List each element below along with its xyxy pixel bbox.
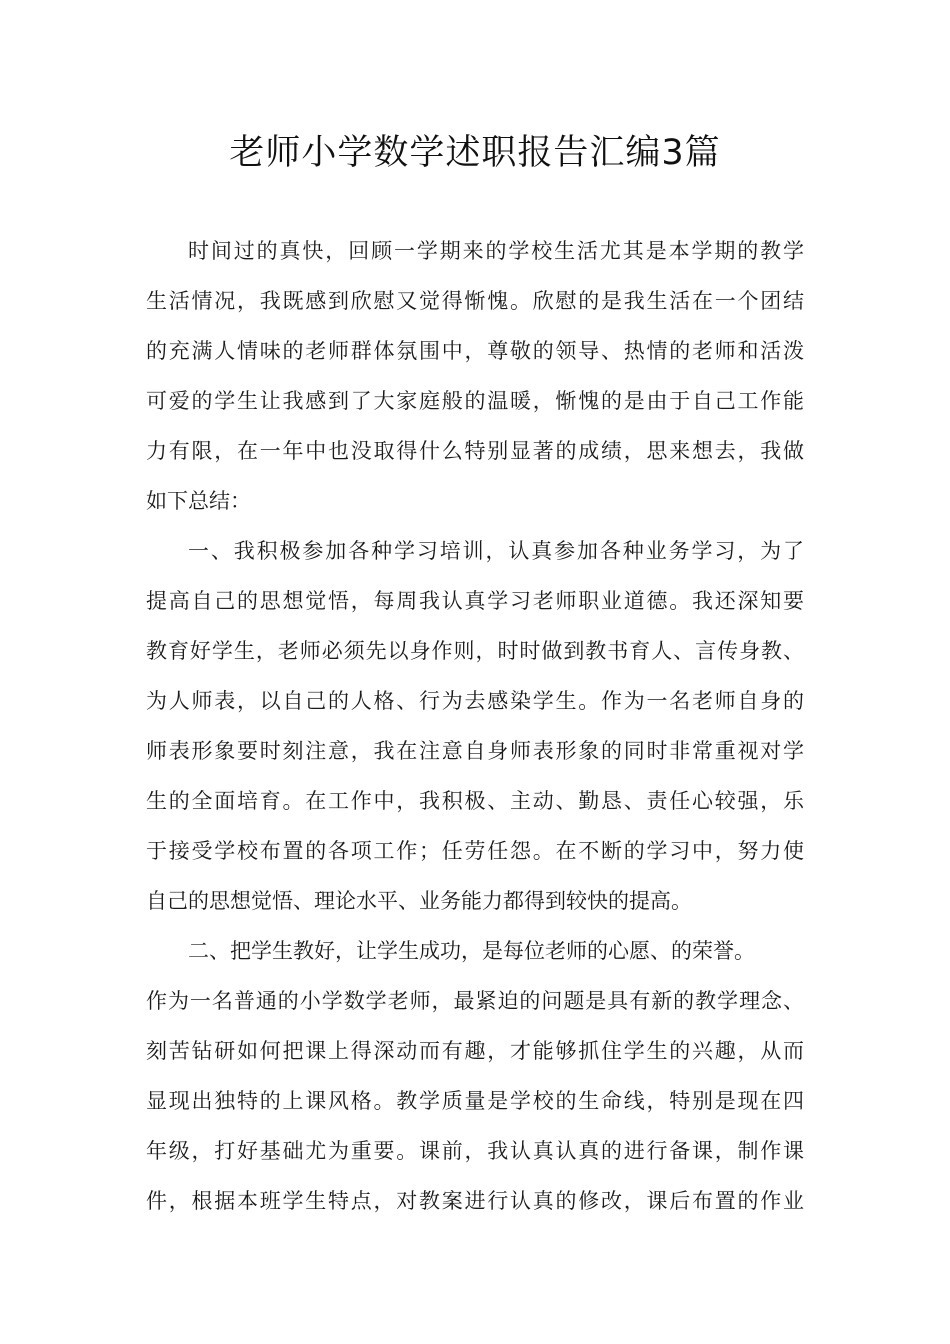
paragraph-line: 生活情况，我既感到欣慰又觉得惭愧。欣慰的是我生活在一个团结 <box>146 289 804 313</box>
paragraph-line: 年级，打好基础尤为重要。课前，我认真认真的进行备课，制作课 <box>146 1139 804 1163</box>
paragraph-line: 师表形象要时刻注意，我在注意自身师表形象的同时非常重视对学 <box>146 739 804 763</box>
paragraph-line: 刻苦钻研如何把课上得深动而有趣，才能够抓住学生的兴趣，从而 <box>146 1039 804 1063</box>
document-title: 老师小学数学述职报告汇编3篇 <box>229 133 721 173</box>
paragraph-line: 可爱的学生让我感到了大家庭般的温暖，惭愧的是由于自己工作能 <box>146 389 804 413</box>
paragraph-line: 教育好学生，老师必须先以身作则，时时做到教书育人、言传身教、 <box>146 639 804 663</box>
paragraph-line: 件，根据本班学生特点，对教案进行认真的修改，课后布置的作业 <box>146 1189 804 1213</box>
paragraph-line: 生的全面培育。在工作中，我积极、主动、勤恳、责任心较强，乐 <box>146 789 804 813</box>
paragraph-line: 作为一名普通的小学数学老师，最紧迫的问题是具有新的教学理念、 <box>146 989 804 1013</box>
paragraph-line: 自己的思想觉悟、理论水平、业务能力都得到较快的提高。 <box>146 889 692 913</box>
paragraph-line: 一、我积极参加各种学习培训，认真参加各种业务学习，为了 <box>188 539 804 563</box>
paragraph-line: 二、把学生教好，让学生成功，是每位老师的心愿、的荣誉。 <box>188 939 755 963</box>
paragraph-line: 如下总结： <box>146 489 251 513</box>
document-body <box>146 226 804 1226</box>
paragraph-line: 为人师表，以自己的人格、行为去感染学生。作为一名老师自身的 <box>146 689 804 713</box>
paragraph-line: 的充满人情味的老师群体氛围中，尊敬的领导、热情的老师和活泼 <box>146 339 804 363</box>
paragraph-line: 显现出独特的上课风格。教学质量是学校的生命线，特别是现在四 <box>146 1089 804 1113</box>
paragraph-line: 提高自己的思想觉悟，每周我认真学习老师职业道德。我还深知要 <box>146 589 804 613</box>
paragraph-line: 时间过的真快，回顾一学期来的学校生活尤其是本学期的教学 <box>188 239 804 263</box>
paragraph-line: 于接受学校布置的各项工作；任劳任怨。在不断的学习中，努力使 <box>146 839 804 863</box>
paragraph-line: 力有限，在一年中也没取得什么特别显著的成绩，思来想去，我做 <box>146 439 804 463</box>
